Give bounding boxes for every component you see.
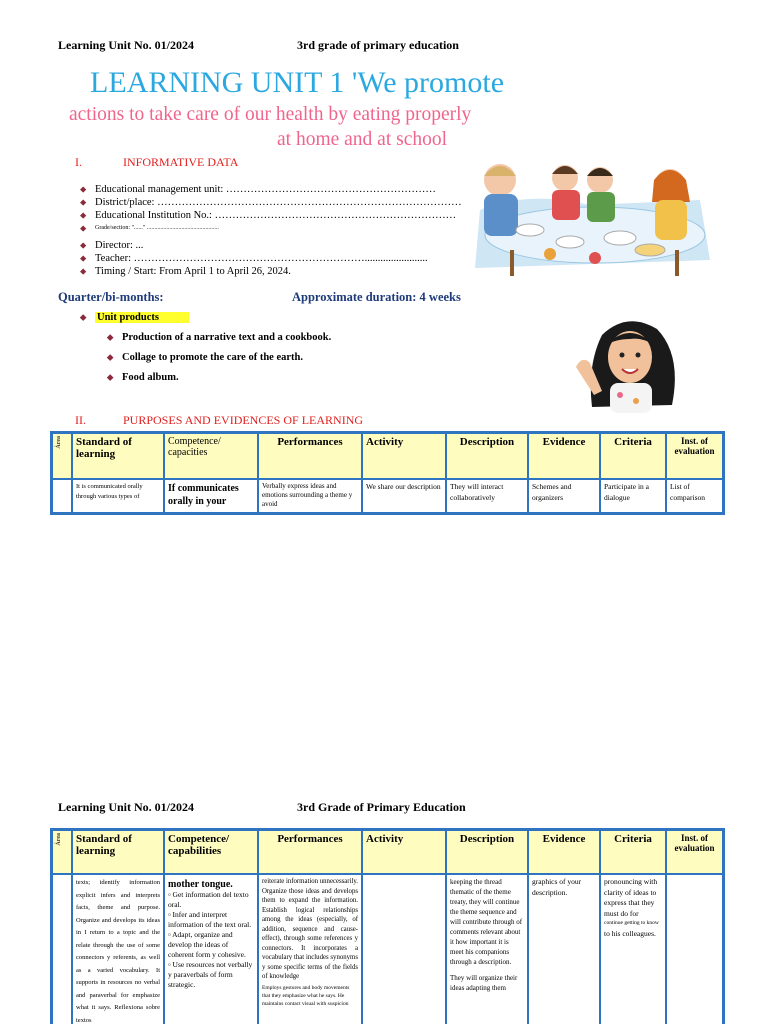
header-performances: Performances [258,830,362,874]
competence-item: ▫ Adapt, organize and develop the ideas of coherent form y cohesive. [168,930,246,959]
header-activity: Activity [362,433,446,479]
cell-performances [258,874,362,1024]
page1-header-right: 3rd grade of primary education [297,38,459,52]
table-row [52,479,723,513]
header-inst-evaluation: Inst. of evaluation [666,433,723,479]
unit-title-line3: at home and at school [277,129,448,150]
info-item: ⬥ District/place: …………………………………………………………………………… [80,197,462,208]
header-activity: Activity [362,830,446,874]
header-area: Área [52,830,72,874]
section1-title: INFORMATIVE DATA [123,155,239,169]
cell-competence [164,874,258,1024]
bullet-icon: ⬥ [80,240,87,250]
bullet-icon: ⬥ [107,372,114,382]
product-item: ⬥ Food album. [107,372,179,383]
girl-waving-illustration [572,315,687,413]
header-standard: Standard of learning [72,433,164,479]
section2-heading [75,413,363,428]
description-text: keeping the thread thematic of the theme treaty, they will continue the theme sequence and will contribute through of comments relevant about it how important it is meet his companions through a description. [450,878,523,966]
bullet-icon: ⬥ [80,312,87,322]
cell-criteria [600,874,666,1024]
header-description: Description [446,433,528,479]
cell-performances: Verbally express ideas and emotions surrounding a theme y avoid [258,479,362,513]
competence-item: ▫ Get information del texto oral. [168,890,249,909]
bullet-icon: ⬥ [80,197,87,207]
cell-standard: texts; identify information explicit infers and interprets facts, theme and purpose. Organize and develops its ideas in I return to a topic and the relate through the use of some connectors y referents, as well as a varied vocabulary. It supports in resources no verbal and paraverbal for emphasize what it says. Reflexiona sobre textos [72,874,164,1024]
quarter-label: Quarter/bi-months: [58,290,164,304]
page1-header-left: Learning Unit No. 01/2024 [58,38,195,52]
bullet-icon: ⬥ [80,253,87,263]
header-performances: Performances [258,433,362,479]
header-competence: Competence/ capabilities [164,830,258,874]
header-evidence: Evidence [528,830,600,874]
criteria-text-3: to his colleagues. [604,929,656,938]
cell-evidence: Schemes and organizers [528,479,600,513]
cell-evidence: graphics of your description. [528,874,600,1024]
criteria-text: pronouncing with clarity of ideas to express that they must do for [604,877,658,918]
criteria-text-2: continue getting to know [604,920,659,926]
header-area: Área [52,433,72,479]
competence-top: mother tongue. [168,879,233,890]
cell-standard: It is communicated orally through various types of [72,479,164,513]
section2-number: II. [75,413,86,427]
header-description: Description [446,830,528,874]
cell-activity [362,874,446,1024]
performances-text-2: Employs gestures and body movements that they emphasize what he says. He maintains contact visual with suspicion [262,984,350,1007]
header-criteria: Criteria [600,433,666,479]
header-competence: Competence/ capacities [164,433,258,479]
competence-item: ▫ Infer and interpret information of the text oral. [168,910,252,929]
cell-description [446,874,528,1024]
section1-number: I. [75,155,82,169]
page2-header-right: 3rd Grade of Primary Education [297,800,466,814]
bullet-icon: ⬥ [107,332,114,342]
bullet-icon: ⬥ [80,184,87,194]
unit-products-label: Unit products [95,312,189,323]
section1-heading [75,155,238,170]
info-item: ⬥ Director: ... [80,240,144,251]
table-header-row [52,433,723,479]
info-item: ⬥ Educational management unit: …………………………………………………… [80,184,436,195]
info-item: ⬥ Teacher: …………………………………………………………........................ [80,253,428,264]
competence-item: ▫ Use resources not verbally y paraverbals of form strategic. [168,960,253,989]
family-eating-illustration [470,150,715,278]
learning-table-page1 [50,431,725,515]
header-evidence: Evidence [528,433,600,479]
description-text-2: They will organize their ideas adapting them [450,974,518,992]
bullet-icon: ⬥ [80,223,87,233]
cell-inst-evaluation [666,874,723,1024]
learning-table-page2 [50,828,725,1024]
informative-data-list [80,183,462,278]
table-header-row [52,830,723,874]
info-item: ⬥ Timing / Start: From April 1 to April 26, 2024. [80,266,291,277]
cell-criteria: Participate in a dialogue [600,479,666,513]
cell-activity: We share our description [362,479,446,513]
bullet-icon: ⬥ [107,352,114,362]
performances-text: reiterate information unnecessarily. Organize those ideas and develops them to expand the information. Establish logical relationships among the ideas (especially, of addition, sequence and cause-effect), through some references y connectors. It incorporates a vocabulary that includes synonyms y some specific terms of the fields of knowledge [262,878,358,980]
section2-title: PURPOSES AND EVIDENCES OF LEARNING [123,413,364,427]
cell-competence: If communicates orally in your [164,479,258,513]
bullet-icon: ⬥ [80,266,87,276]
bullet-icon: ⬥ [80,210,87,220]
page2-header-left: Learning Unit No. 01/2024 [58,800,195,814]
unit-title-line1: LEARNING UNIT 1 'We promote [90,66,505,99]
cell-area [52,479,72,513]
product-item: ⬥ Production of a narrative text and a cookbook. [107,332,332,343]
table-row [52,874,723,1024]
info-item: ⬥ Grade/section: "......" ................................................ [80,223,219,233]
cell-description: They will interact collaboratively [446,479,528,513]
cell-inst-evaluation: List of comparison [666,479,723,513]
header-criteria: Criteria [600,830,666,874]
info-item: ⬥ Educational Institution No.: …………………………………………………………… [80,210,457,221]
header-standard: Standard of learning [72,830,164,874]
cell-area [52,874,72,1024]
duration-label: Approximate duration: 4 weeks [292,290,461,304]
header-inst-evaluation: Inst. of evaluation [666,830,723,874]
unit-products-heading [80,312,189,323]
unit-title-line2: actions to take care of our health by eating properly [69,104,472,125]
product-item: ⬥ Collage to promote the care of the earth. [107,352,303,363]
